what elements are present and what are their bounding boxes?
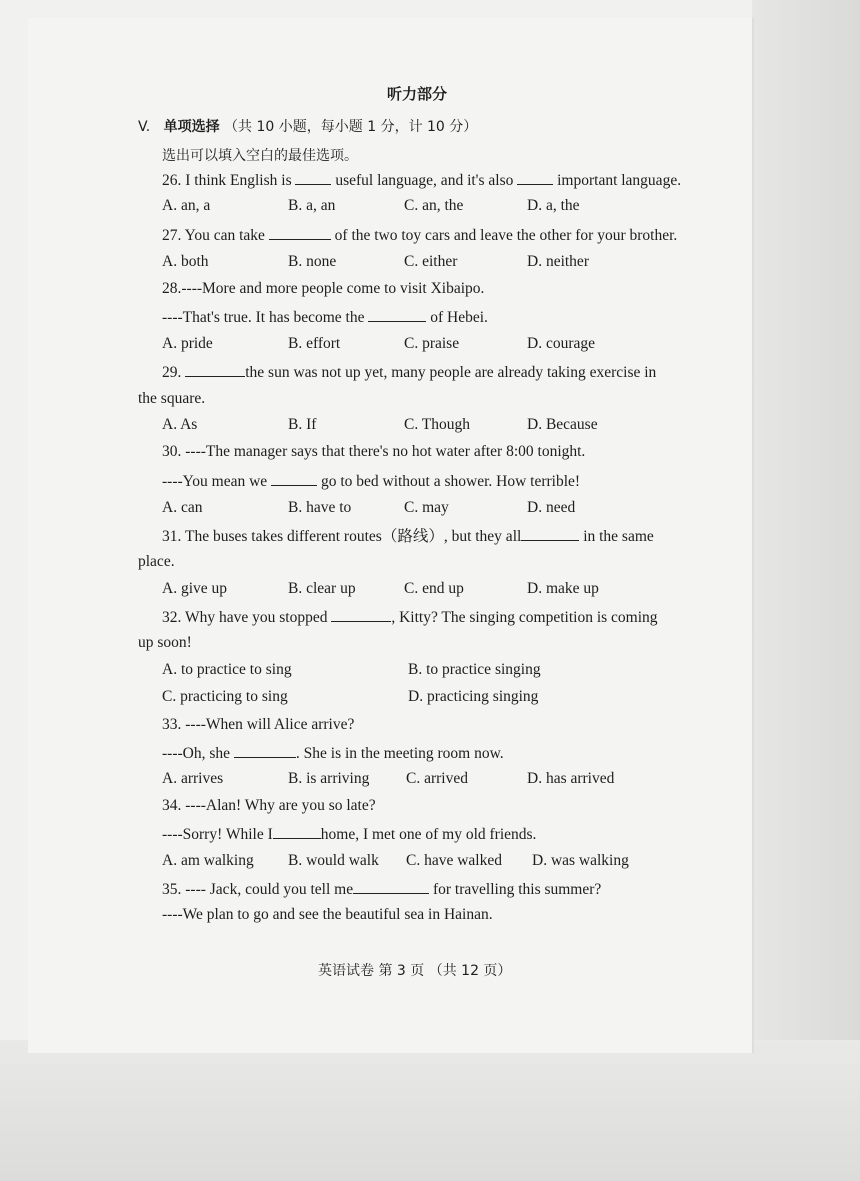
question-29-line2: the square. — [138, 390, 206, 407]
section-note: （共 10 小题，每小题 1 分，计 10 分） — [224, 119, 478, 135]
question-33-line1: 33. ----When will Alice arrive? — [162, 716, 355, 733]
question-28-line1: 28.----More and more people come to visit Xibaipo. — [162, 280, 485, 297]
option-28d[interactable]: D. courage — [527, 335, 595, 352]
option-31a[interactable]: A. give up — [162, 580, 228, 597]
option-30a[interactable]: A. can — [162, 499, 203, 516]
option-31c[interactable]: C. end up — [404, 580, 464, 597]
question-29: 29. the sun was not up yet, many people are already taking exercise in — [162, 364, 657, 381]
option-26a[interactable]: A. an, a — [162, 197, 211, 214]
option-30b[interactable]: B. have to — [288, 499, 352, 516]
option-33b[interactable]: B. is arriving — [288, 770, 370, 787]
option-33a[interactable]: A. arrives — [162, 770, 224, 787]
option-31b[interactable]: B. clear up — [288, 580, 356, 597]
option-33d[interactable]: D. has arrived — [527, 770, 615, 787]
section-title: 单项选择 — [163, 119, 220, 135]
option-34b[interactable]: B. would walk — [288, 852, 379, 869]
option-29d[interactable]: D. Because — [527, 416, 598, 433]
option-32c[interactable]: C. practicing to sing — [162, 688, 288, 705]
option-28a[interactable]: A. pride — [162, 335, 213, 352]
option-27c[interactable]: C. either — [404, 253, 458, 270]
scan-margin-bottom — [0, 1040, 860, 1181]
option-27a[interactable]: A. both — [162, 253, 209, 270]
option-29b[interactable]: B. If — [288, 416, 317, 433]
page-footer: 英语试卷 第 3 页 （共 12 页） — [318, 963, 512, 979]
question-34-line1: 34. ----Alan! Why are you so late? — [162, 797, 376, 814]
question-27: 27. You can take of the two toy cars and leave the other for your brother. — [162, 227, 678, 244]
option-29a[interactable]: A. As — [162, 416, 198, 433]
option-26d[interactable]: D. a, the — [527, 197, 580, 214]
option-26b[interactable]: B. a, an — [288, 197, 336, 214]
option-32a[interactable]: A. to practice to sing — [162, 661, 292, 678]
option-34c[interactable]: C. have walked — [406, 852, 502, 869]
option-27b[interactable]: B. none — [288, 253, 337, 270]
option-34a[interactable]: A. am walking — [162, 852, 254, 869]
question-34: ----Sorry! While I home, I met one of my old friends. — [162, 826, 537, 843]
option-34d[interactable]: D. was walking — [532, 852, 629, 869]
question-30: ----You mean we go to bed without a shower. How terrible! — [162, 473, 581, 490]
instruction: 选出可以填入空白的最佳选项。 — [162, 148, 358, 164]
question-33: ----Oh, she . She is in the meeting room now. — [162, 745, 504, 762]
option-32d[interactable]: D. practicing singing — [408, 688, 539, 705]
option-30d[interactable]: D. need — [527, 499, 576, 516]
option-27d[interactable]: D. neither — [527, 253, 589, 270]
option-29c[interactable]: C. Though — [404, 416, 471, 433]
question-30-line1: 30. ----The manager says that there's no hot water after 8:00 tonight. — [162, 443, 586, 460]
option-28c[interactable]: C. praise — [404, 335, 460, 352]
question-31-line2: place. — [138, 553, 175, 570]
question-31: 31. The buses takes different routes（路线）, but they all in the same — [162, 528, 654, 545]
option-26c[interactable]: C. an, the — [404, 197, 464, 214]
question-28: ----That's true. It has become the of Hebei. — [162, 309, 488, 326]
option-33c[interactable]: C. arrived — [406, 770, 468, 787]
option-28b[interactable]: B. effort — [288, 335, 341, 352]
option-31d[interactable]: D. make up — [527, 580, 599, 597]
option-32b[interactable]: B. to practice singing — [408, 661, 541, 678]
question-35: 35. ---- Jack, could you tell me for travelling this summer? — [162, 881, 602, 898]
scan-margin-right — [752, 0, 860, 1181]
section-label — [138, 118, 477, 136]
section-heading: 听力部分 — [387, 85, 448, 103]
option-30c[interactable]: C. may — [404, 499, 449, 516]
question-35-answer-line: ----We plan to go and see the beautiful sea in Hainan. — [162, 906, 493, 923]
question-32-line2: up soon! — [138, 634, 192, 651]
question-26: 26. I think English is useful language, and it's also important language. — [162, 172, 682, 189]
question-32: 32. Why have you stopped , Kitty? The singing competition is coming — [162, 609, 658, 626]
section-number: V. — [138, 119, 151, 135]
